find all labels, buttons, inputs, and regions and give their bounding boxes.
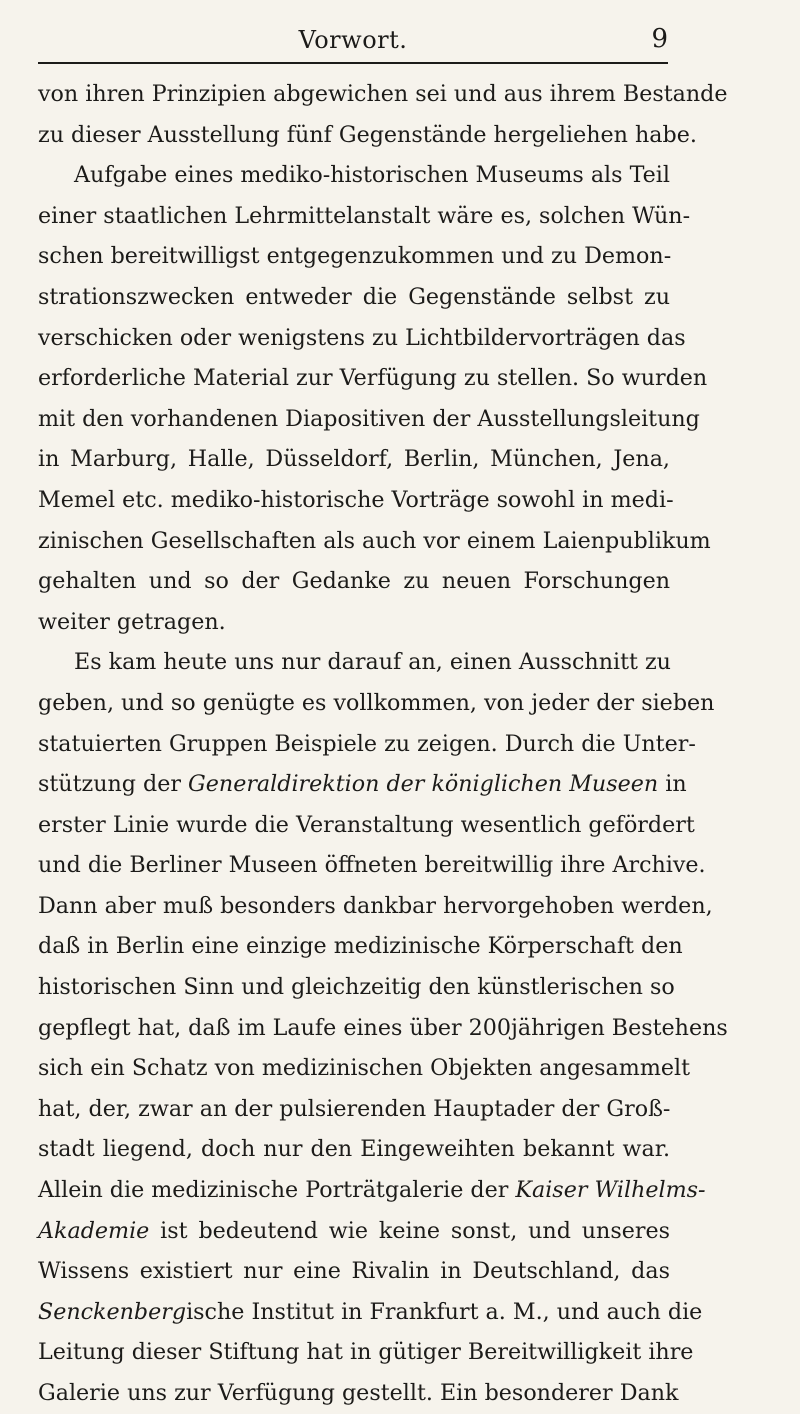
text-run: stützung der: [38, 771, 181, 798]
text-line: Dann aber muß besonders dankbar hervorgehoben werden,: [38, 892, 713, 919]
text-line: zu dieser Ausstellung fünf Gegenstände hergeliehen habe.: [38, 121, 697, 148]
page-number: 9: [651, 24, 668, 54]
text-line: hat, der, zwar an der pulsierenden Hauptader der Groß-: [38, 1095, 671, 1122]
text-line: und die Berliner Museen öffneten bereitwillig ihre Archive.: [38, 852, 706, 879]
text-run: ist bedeutend wie keine sonst, und unseres: [160, 1217, 670, 1244]
text-line: schen bereitwilligst entgegenzukommen und zu Demon-: [38, 243, 672, 270]
text-line: [38, 764, 687, 805]
text-line: statuierten Gruppen Beispiele zu zeigen. Durch die Unter-: [38, 730, 696, 757]
text-line: geben, und so genügte es vollkommen, von jeder der sieben: [38, 689, 715, 716]
text-line: Es kam heute uns nur darauf an, einen Ausschnitt zu: [74, 649, 671, 676]
body-text: [38, 74, 728, 1414]
text-line: sich ein Schatz von medizinischen Objekten angesammelt: [38, 1055, 690, 1082]
text-line: Leitung dieser Stiftung hat in gütiger Bereitwilligkeit ihre: [38, 1339, 694, 1366]
running-title: Vorwort.: [298, 26, 408, 54]
text-line: weiter getragen.: [38, 608, 226, 635]
text-line: mit den vorhandenen Diapositiven der Ausstellungsleitung: [38, 405, 700, 432]
page-header: [38, 22, 668, 56]
text-line: [38, 1211, 670, 1252]
text-line: [38, 1292, 703, 1333]
text-run: in: [665, 771, 687, 798]
text-line: Galerie uns zur Verfügung gestellt. Ein besonderer Dank: [38, 1380, 679, 1406]
text-line: Memel etc. mediko-historische Vorträge sowohl in medi-: [38, 486, 674, 513]
text-line: gehalten und so der Gedanke zu neuen Forschungen: [38, 568, 670, 595]
text-line: gepflegt hat, daß im Laufe eines über 200jährigen Bestehens: [38, 1014, 728, 1041]
italic-run: Kaiser Wilhelms-: [515, 1177, 706, 1204]
text-line: verschicken oder wenigstens zu Lichtbildervorträgen das: [38, 324, 686, 351]
text-line: erster Linie wurde die Veranstaltung wesentlich gefördert: [38, 811, 695, 838]
text-line: [38, 1170, 706, 1211]
text-line: strationszwecken entweder die Gegenstände selbst zu: [38, 283, 670, 310]
text-run: Allein die medizinische Porträtgalerie der: [38, 1177, 509, 1204]
text-line: zinischen Gesellschaften als auch vor einem Laienpublikum: [38, 527, 711, 554]
header-rule: [38, 62, 668, 64]
italic-run: Generaldirektion der königlichen Museen: [188, 771, 659, 798]
text-line: einer staatlichen Lehrmittelanstalt wäre es, solchen Wün-: [38, 202, 691, 229]
text-line: stadt liegend, doch nur den Eingeweihten bekannt war.: [38, 1136, 670, 1163]
text-line: in Marburg, Halle, Düsseldorf, Berlin, München, Jena,: [38, 446, 670, 473]
text-line: Wissens existiert nur eine Rivalin in Deutschland, das: [38, 1258, 670, 1285]
text-line: daß in Berlin eine einzige medizinische Körperschaft den: [38, 933, 683, 960]
text-line: von ihren Prinzipien abgewichen sei und aus ihrem Bestande: [38, 81, 728, 107]
text-run: ische Institut in Frankfurt a. M., und auch die: [186, 1298, 703, 1325]
text-line: historischen Sinn und gleichzeitig den künstlerischen so: [38, 974, 675, 1001]
italic-run: Akademie: [38, 1217, 150, 1244]
text-line: Aufgabe eines mediko-historischen Museums als Teil: [74, 162, 670, 189]
italic-run: Senckenberg: [38, 1298, 187, 1325]
text-line: erforderliche Material zur Verfügung zu stellen. So wurden: [38, 365, 708, 392]
